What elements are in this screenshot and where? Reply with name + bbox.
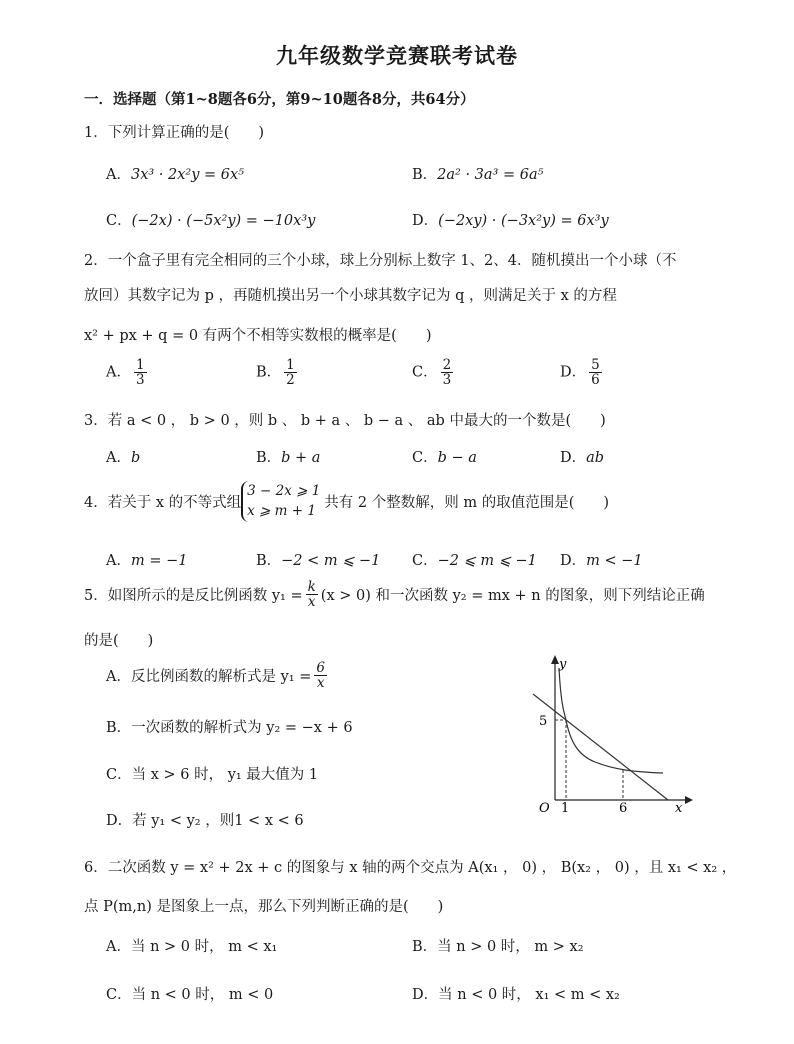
option-text: b (130, 450, 141, 466)
option-text: 3x³ · 2x²y = 6x⁵ (130, 167, 245, 183)
option-label: B． (412, 939, 438, 955)
q2-option-b[interactable] (256, 358, 300, 387)
option-label: A． (106, 167, 131, 183)
q5-option-d[interactable]: D．若 y₁ < y₂ ，则1 < x < 6 (106, 813, 304, 829)
origin-label: O (539, 801, 550, 815)
y-tick-label: 5 (539, 714, 548, 729)
q4-option-a[interactable] (106, 549, 187, 570)
option-label: A． (106, 364, 131, 381)
option-text: (−2xy) · (−3x²y) = 6x³y (438, 213, 609, 229)
option-label: B． (256, 364, 282, 381)
option-text: m < −1 (586, 553, 643, 569)
option-text: 当 n < 0 时， x₁ < m < x₂ (438, 987, 620, 1003)
q2-stem-line3: x² + px + q = 0 有两个不相等实数根的概率是( ) (84, 328, 432, 344)
option-label: B． (256, 450, 282, 466)
x-tick-label-1: 1 (561, 801, 570, 815)
stem-fraction: $\frac{k}{x}$ (307, 579, 316, 611)
option-label: D． (560, 364, 587, 381)
option-label: D． (560, 553, 587, 569)
option-text: b + a (281, 450, 321, 466)
q3-option-c[interactable] (412, 446, 477, 467)
q6-stem-line2: 点 P(m,n) 是图象上一点，那么下列判断正确的是( ) (84, 899, 444, 915)
section-heading: 一．选择题（第1~8题各6分，第9~10题各8分，共64分） (84, 91, 475, 108)
option-text: 当 n > 0 时， m < x₁ (130, 939, 278, 955)
option-label: C． (412, 364, 438, 381)
option-text: (−2x) · (−5x²y) = −10x³y (131, 213, 316, 229)
option-text: −2 < m ⩽ −1 (281, 553, 381, 569)
q4-option-c[interactable] (412, 549, 537, 570)
option-label: C． (106, 213, 132, 229)
q3-option-d[interactable] (560, 446, 604, 467)
q1-option-b[interactable] (412, 163, 543, 184)
q4-option-d[interactable] (560, 549, 643, 570)
option-text: 2a² · 3a³ = 6a⁵ (437, 167, 544, 183)
q3-option-b[interactable] (256, 446, 320, 467)
q1-option-c[interactable] (106, 209, 315, 230)
option-fraction: $\frac{1}{2}$ (286, 357, 295, 389)
x-tick-label-6: 6 (619, 801, 628, 815)
q2-stem-line1: 2．一个盒子里有完全相同的三个小球，球上分别标上数字 1、2、4．随机摸出一个小球（不 (84, 253, 677, 269)
inequality-system: 3 − 2x ⩾ 1 x ⩾ m + 1 (241, 481, 320, 522)
x-axis-arrow (685, 796, 693, 804)
q4-stem: 4．若关于 x 的不等式组 3 − 2x ⩾ 1 x ⩾ m + 1 共有 2 个整数解，则 m 的取值范围是( ) (84, 481, 609, 522)
q4-option-b[interactable] (256, 549, 380, 570)
option-fraction: $\frac{1}{3}$ (135, 357, 145, 389)
page-title: 九年级数学竞赛联考试卷 (276, 43, 518, 68)
option-label: A． (106, 450, 131, 466)
option-label: B． (256, 553, 282, 569)
q6-option-c[interactable] (106, 983, 273, 1004)
q2-option-c[interactable] (412, 358, 456, 387)
x-axis-label: x (675, 801, 683, 815)
q5-stem: 5．如图所示的是反比例函数 y₁ = $\frac{k}{x}$ (x > 0) 和一次函数 y₂ = mx + n 的图象，则下列结论正确 (84, 579, 705, 611)
q1-option-d[interactable] (412, 209, 609, 230)
q3-stem: 3．若 a < 0 ， b > 0 ，则 b 、 b + a 、 b − a 、 ab 中最大的一个数是( ) (84, 413, 606, 429)
option-fraction: $\frac{5}{6}$ (591, 357, 600, 389)
option-label: D． (412, 987, 439, 1003)
q2-option-a[interactable] (106, 358, 150, 387)
option-fraction: $\frac{6}{x}$ (316, 660, 325, 692)
q6-option-b[interactable] (412, 935, 584, 956)
option-text: b − a (437, 450, 477, 466)
option-text: 当 n > 0 时， m > x₂ (437, 939, 584, 955)
q5-option-a[interactable] (106, 661, 330, 690)
linear-function-line (533, 694, 668, 800)
option-fraction: $\frac{2}{3}$ (442, 357, 452, 389)
option-label: B． (412, 167, 438, 183)
option-text: m = −1 (130, 553, 188, 569)
q1-stem: 1．下列计算正确的是( ) (84, 125, 265, 141)
option-label: D． (560, 450, 587, 466)
q6-option-a[interactable] (106, 935, 277, 956)
q5-option-c[interactable]: C．当 x > 6 时， y₁ 最大值为 1 (106, 767, 319, 783)
q2-stem-line2: 放回）其数字记为 p ，再随机摸出另一个小球其数字记为 q ，则满足关于 x 的方程 (84, 288, 617, 304)
q3-option-a[interactable] (106, 446, 140, 467)
q5-stem-line2: 的是( ) (84, 633, 154, 649)
q5-option-b[interactable]: B．一次函数的解析式为 y₂ = −x + 6 (106, 720, 353, 736)
option-text: ab (586, 450, 605, 466)
option-label: C． (412, 553, 438, 569)
q5-function-graph (515, 650, 695, 815)
option-label: A． (106, 553, 131, 569)
q1-option-a[interactable] (106, 163, 244, 184)
option-label: D． (412, 213, 439, 229)
q6-stem-line1: 6．二次函数 y = x² + 2x + c 的图象与 x 轴的两个交点为 A(x₁ ， 0) ， B(x₂ ， 0) ，且 x₁ < x₂ ， (84, 860, 737, 876)
option-label: C． (412, 450, 438, 466)
option-text: −2 ⩽ m ⩽ −1 (437, 553, 537, 569)
option-label: A． (106, 939, 131, 955)
y-axis-arrow (551, 655, 559, 664)
q2-option-d[interactable] (560, 358, 605, 387)
q6-option-d[interactable] (412, 983, 620, 1004)
option-text: 当 n < 0 时， m < 0 (131, 987, 274, 1003)
y-axis-label: y (559, 657, 567, 672)
option-text: A．反比例函数的解析式是 y₁ = (106, 669, 312, 686)
option-label: C． (106, 987, 132, 1003)
inverse-function-curve (559, 668, 663, 773)
